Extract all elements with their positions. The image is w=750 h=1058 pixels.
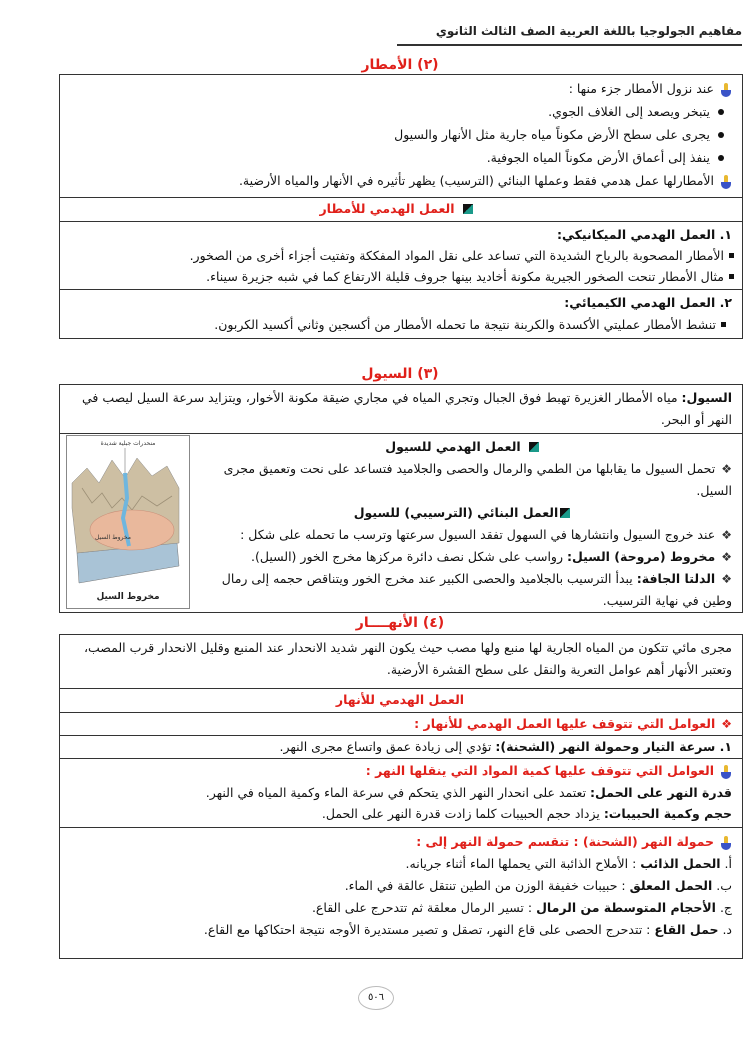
square-bullet-icon	[721, 322, 726, 327]
rain-bullet: يتبخر ويصعد إلى الغلاف الجوي.	[68, 101, 728, 123]
rivers-factor-1: ١. سرعة التيار وحمولة النهر (الشحنة): تؤدي إلى زيادة عمق واتساع مجرى النهر.	[279, 739, 732, 754]
load-type: د. حمل القاع : تتدحرج الحصى على قاع النهر، تصقل و تصير مستديرة الأوجه نتيجة احتكاكها مع القاع.	[203, 922, 732, 937]
pointing-hand-icon	[720, 83, 732, 97]
square-icon	[560, 508, 570, 518]
torrents-erosion-point: ❖تحمل السيول ما يقابلها من الطمي والرمال والحصى والجلاميد فتساعد على نحت وتعميق مجرى السيل.	[223, 461, 732, 498]
load-type: ج. الأحجام المتوسطة من الرمال : تسير الرمال معلقة ثم تتدحرج على القاع.	[311, 900, 732, 915]
rivers-factors-row	[60, 712, 742, 735]
torrents-definition: السيول: مياه الأمطار الغزيرة تهبط فوق الجبال وتجري المياه في مجاري ضيقة مكونة الأخوار، ويتزايد سرعة السيل ليصب في النهر أو البحر.	[81, 390, 732, 427]
chemical-title: ٢. العمل الهدمي الكيميائي:	[564, 295, 732, 310]
square-icon	[529, 442, 539, 452]
rivers-load-row	[60, 827, 742, 958]
rivers-load-factors-row	[60, 758, 742, 827]
pointing-hand-icon	[720, 836, 732, 850]
load-factor: قدرة النهر على الحمل: تعتمد على انحدار النهر الذي يتحكم في سرعة الماء وكمية المياه في النهر.	[205, 785, 732, 800]
alluvial-fan-illustration	[67, 448, 187, 588]
bullet-icon	[718, 132, 724, 138]
pointing-hand-icon	[720, 175, 732, 189]
rain-intro: عند نزول الأمطار جزء منها :	[68, 78, 732, 100]
page-number: ٥٠٦	[358, 986, 394, 1010]
diamond-bullet-icon: ❖	[721, 717, 732, 731]
bullet-icon	[718, 109, 724, 115]
deposition-point: ❖عند خروج السيول وانتشارها في السهول تفقد السيول سرعتها وترسب ما تحمله على شكل :	[240, 527, 732, 542]
rain-erosion-heading-row	[60, 197, 742, 221]
rivers-factors-heading: ❖العوامل التي تتوقف عليها العمل الهدمي للأنهار :	[414, 716, 732, 731]
square-bullet-icon	[729, 274, 734, 279]
mechanical-erosion-row	[60, 221, 742, 289]
diamond-bullet-icon: ❖	[721, 528, 732, 542]
section-title-rain: (٢) الأمطار	[361, 57, 439, 73]
diamond-bullet-icon: ❖	[721, 550, 732, 564]
section-title-torrents: (٣) السيول	[361, 366, 439, 382]
rain-erosion-heading: العمل الهدمي للأمطار	[68, 198, 732, 220]
load-type: ب. الحمل المعلق : حبيبات خفيفة الوزن من الطين تنتقل عالقة في الماء.	[344, 878, 732, 893]
rivers-erosion-heading: العمل الهدمي للأنهار	[335, 692, 465, 707]
figure-caption: مخروط السيل	[96, 592, 160, 602]
rain-note: الأمطارلها عمل هدمي فقط وعملها البنائي (الترسيب) يظهر تأثيره في الأنهار والمياه الأرضية.	[68, 170, 732, 192]
alluvial-fan-figure	[66, 435, 190, 609]
deposition-point: ❖الدلتا الجافة: يبدأ الترسيب بالجلاميد والحصى الكبير عند مخرج الخور ويتناقص حجمه إلى رمال وطين في نهاية الترسيب.	[221, 571, 732, 608]
mechanical-point: مثال الأمطار تنحت الصخور الجيرية مكونة أخاديد بينها جروف قليلة الارتفاع كما في شبه جزيرة سيناء.	[68, 266, 736, 288]
rivers-load-factors-heading: العوامل التي تتوقف عليها كمية المواد التي ينقلها النهر :	[68, 760, 732, 782]
figure-mid-label: مخروط السيل	[95, 534, 131, 541]
rain-bullet: يجرى على سطح الأرض مكوناً مياه جارية مثل الأنهار والسيول	[68, 124, 728, 146]
chemical-point: تنشط الأمطار عمليتي الأكسدة والكربنة نتيجة ما تحمله الأمطار من أكسجين وثاني أكسيد الكربون.	[68, 314, 728, 336]
square-bullet-icon	[729, 253, 734, 258]
torrents-deposition-heading: العمل البنائي (الترسيبي) للسيول	[200, 502, 732, 524]
load-factor: حجم وكمية الحبيبات: يزداد حجم الحبيبات كلما زادت قدرة النهر على الحمل.	[321, 806, 732, 821]
figure-top-label: منحدرات جبلية شديدة	[100, 440, 156, 447]
load-type: أ. الحمل الذائب : الأملاح الذائبة التي يحملها الماء أثناء جريانه.	[405, 856, 732, 871]
rain-box	[59, 74, 743, 339]
square-icon	[463, 204, 473, 214]
rivers-definition: مجرى مائي تتكون من المياه الجارية لها منبع ولها مصب حيث يكون النهر شديد الانحدار عند المنبع وقليل الانحدار قرب المصب، وتعتبر الأنهار أهم عوامل التعرية والنقل على سطح القشرة الأرضية.	[83, 640, 732, 677]
section-title-rivers: (٤) الأنهــــار	[355, 615, 445, 631]
chemical-erosion-row	[60, 289, 742, 337]
diamond-bullet-icon: ❖	[721, 462, 732, 476]
torrents-erosion-heading: العمل الهدمي للسيول	[200, 436, 732, 458]
rain-bullet: ينفذ إلى أعماق الأرض مكوناً المياه الجوفية.	[68, 147, 728, 169]
rivers-factor-1-row	[60, 735, 742, 758]
bullet-icon	[718, 155, 724, 161]
page-header-title: مفاهيم الجولوجيا باللغة العربية الصف الثالث الثانوي	[435, 24, 742, 38]
rivers-erosion-heading-row	[60, 688, 742, 712]
header-divider	[397, 44, 742, 46]
mechanical-point: الأمطار المصحوبة بالرياح الشديدة التي تساعد على نقل المواد المفككة وتفتيت أجزاء أخرى من الصخور.	[68, 245, 736, 267]
rivers-load-heading: حمولة النهر (الشحنة) : تنقسم حمولة النهر إلى :	[68, 831, 732, 853]
deposition-point: ❖مخروط (مروحة) السيل: رواسب على شكل نصف دائرة مركزها مخرج الخور (السيل).	[251, 549, 732, 564]
pointing-hand-icon	[720, 765, 732, 779]
diamond-bullet-icon: ❖	[721, 572, 732, 586]
rivers-box	[59, 634, 743, 959]
mechanical-title: ١. العمل الهدمي الميكانيكي:	[557, 227, 732, 242]
